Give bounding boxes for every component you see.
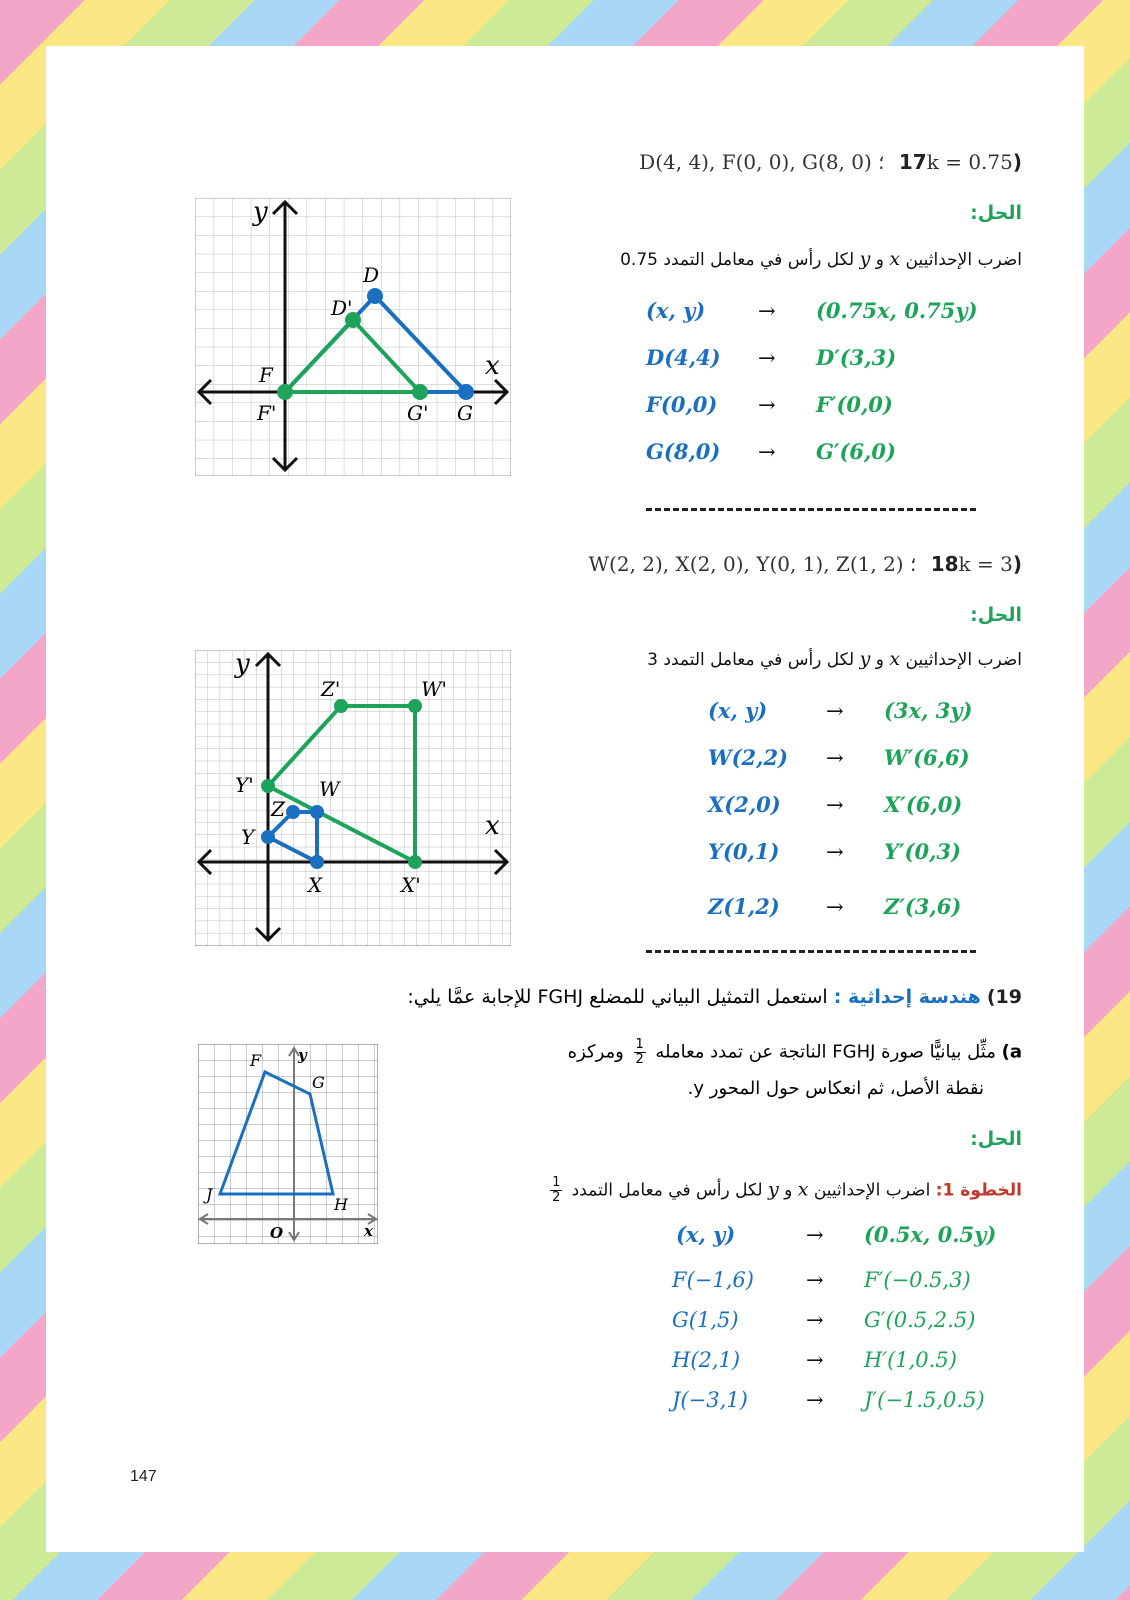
label-F: F [259,363,273,387]
point-G [458,384,474,400]
point-D [367,288,383,304]
label-y: y [298,1046,307,1064]
mapping-row: (x, y) → (3x, 3y) [708,698,973,723]
problem-18-statement: k = 3 ؛ W(2, 2), X(2, 0), Y(0, 1), Z(1, 2) [588,552,1013,576]
mapping-row: Z(1,2) → Z′(3,6) [708,894,962,919]
mapping-row: G(1,5) → G′(0.5,2.5) [672,1308,976,1332]
graph-problem-17 [195,198,511,476]
point-Y [261,830,275,844]
mapping-row: (x, y) → (0.75x, 0.75y) [646,298,978,323]
problem-19-solution-label: الحل: [970,1128,1022,1150]
graph-problem-19 [198,1044,378,1244]
label-H: H [334,1195,348,1214]
point-W-prime [408,699,422,713]
fraction-one-half: $\frac{1}{2}$ [635,1037,644,1067]
mapping-row: G(8,0) → G′(6,0) [646,439,896,464]
point-Z-prime [334,699,348,713]
label-x: x [485,811,500,841]
problem-17-statement: k = 0.75 ؛ D(4, 4), F(0, 0), G(8, 0) [639,150,1013,174]
problem-18-heading: (18k = 3 ؛ W(2, 2), X(2, 0), Y(0, 1), Z(1, 2) [588,552,1022,576]
mapping-row: H(2,1) → H′(1,0.5) [672,1348,957,1372]
label-x: x [364,1222,373,1240]
point-W [310,805,324,819]
grid [198,1044,378,1244]
label-y: y [235,650,250,679]
label-y: y [253,198,268,227]
label-G: G [312,1073,325,1092]
point-F [277,384,293,400]
label-D-prime: D' [331,296,353,320]
label-Y: Y [241,825,255,849]
problem-19-part-a-line1: a) مثِّل بيانيًّا صورة FGHJ الناتجة عن تمدد معامله $\frac{1}{2}$ ومركزه [567,1037,1022,1067]
point-X-prime [408,855,422,869]
label-Z-prime: Z' [321,677,341,701]
label-F-prime: F' [257,401,277,425]
label-Y-prime: Y' [235,773,254,797]
problem-17-instruction: اضرب الإحداثيين x و y لكل رأس في معامل التمدد 0.75 [620,248,1022,270]
label-D: D [363,263,380,287]
label-W-prime: W' [421,677,448,701]
grid [195,650,511,946]
label-X: X [308,873,323,897]
mapping-row: J(−3,1) → J′(−1.5,0.5) [672,1388,985,1412]
label-x: x [485,351,500,381]
mapping-row: D(4,4) → D′(3,3) [646,345,897,370]
problem-19-part-a-line2: نقطة الأصل، ثم انعكاس حول المحور y. [687,1078,984,1099]
point-X [310,855,324,869]
label-F: F [250,1051,262,1070]
separator [646,508,976,511]
point-G-prime [412,384,428,400]
mapping-row: (x, y) → (0.5x, 0.5y) [676,1222,997,1247]
label-X-prime: X' [401,873,421,897]
problem-18-solution-label: الحل: [970,604,1022,626]
problem-19-heading: 19) هندسة إحداثية : استعمل التمثيل البياني للمضلع FGHJ للإجابة عمَّا يلي: [407,986,1022,1008]
label-Z: Z [271,797,285,821]
graph-problem-18 [195,650,511,946]
problem-17-solution-label: الحل: [970,202,1022,224]
point-Z [286,805,300,819]
problem-18-instruction: اضرب الإحداثيين x و y لكل رأس في معامل التمدد 3 [647,648,1022,670]
mapping-row: X(2,0) → X′(6,0) [708,792,963,817]
page-number: 147 [130,1468,157,1485]
mapping-row: F(−1,6) → F′(−0.5,3) [672,1268,971,1292]
grid [195,198,511,476]
label-G: G [457,401,473,425]
mapping-row: F(0,0) → F′(0,0) [646,392,893,417]
label-G-prime: G' [407,401,429,425]
point-Y-prime [261,779,275,793]
fraction-one-half: $\frac{1}{2}$ [552,1175,561,1205]
separator [646,950,976,953]
label-J: J [206,1185,213,1204]
problem-17-heading: (17k = 0.75 ؛ D(4, 4), F(0, 0), G(8, 0) [639,150,1022,174]
problem-19-step1: الخطوة 1: اضرب الإحداثيين x و y لكل رأس في معامل التمدد $\frac{1}{2}$ [552,1175,1022,1205]
label-W: W [319,777,340,801]
mapping-row: Y(0,1) → Y′(0,3) [708,839,961,864]
label-origin: O [270,1224,284,1242]
mapping-row: W(2,2) → W′(6,6) [708,745,970,770]
worksheet-page [46,46,1084,1552]
